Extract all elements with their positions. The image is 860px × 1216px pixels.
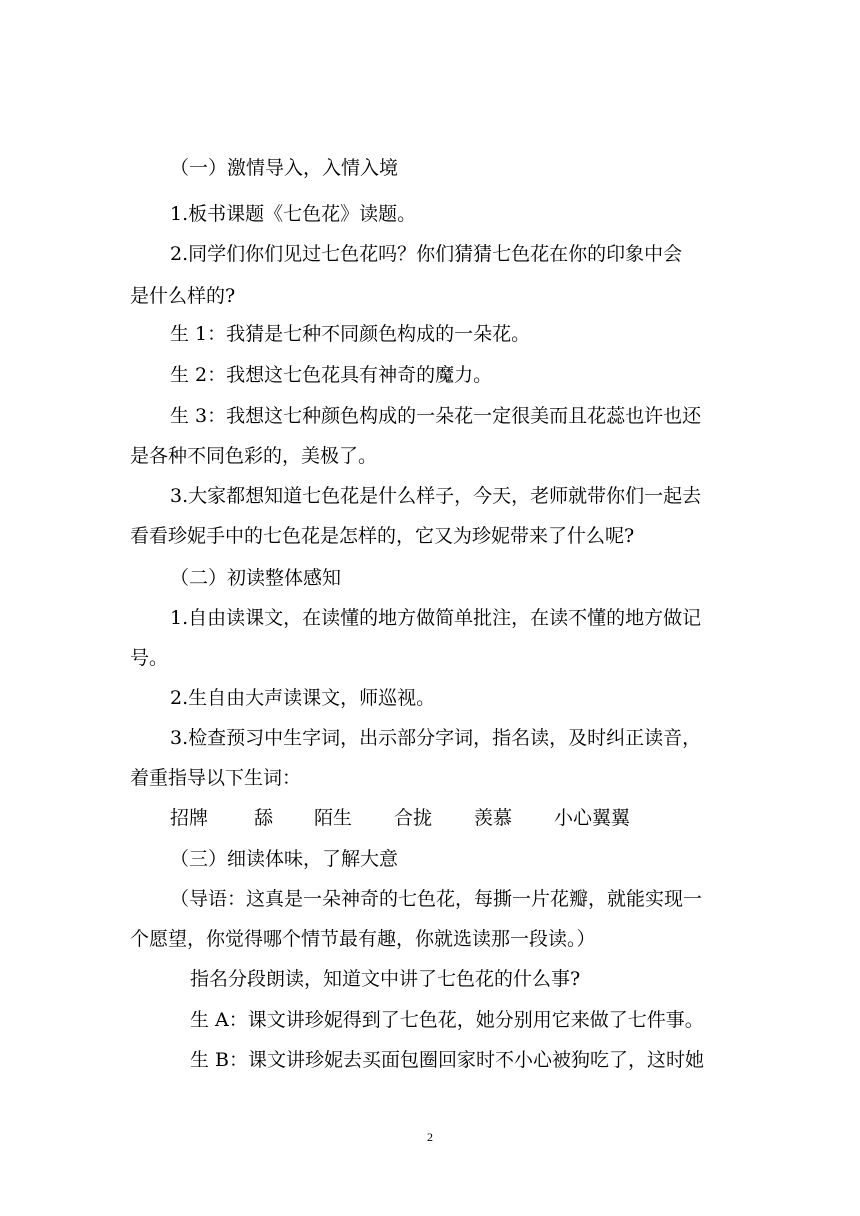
section-2-item-1-line-2: 号。 [130,647,169,669]
student-answer-b: 生 B：课文讲珍妮去买面包圈回家时不小心被狗吃了，这时她 [190,1049,705,1071]
vocab-word: 舔 [254,807,274,829]
student-answer-2: 生 2：我想这七色花具有神奇的魔力。 [170,364,493,386]
section-2-item-3-line-2: 着重指导以下生词： [130,767,302,789]
section-3-task: 指名分段朗读，知道文中讲了七色花的什么事? [190,968,581,990]
vocab-word: 小心翼翼 [554,807,631,829]
section-1-item-3-line-2: 看看珍妮手中的七色花是怎样的，它又为珍妮带来了什么呢? [130,525,635,547]
vocab-word: 合拢 [394,807,433,829]
section-2-item-2: 2.生自由大声读课文，师巡视。 [170,687,436,709]
section-2-heading: （二）初读整体感知 [170,567,342,589]
page-number: 2 [427,1130,433,1144]
vocab-word: 陌生 [314,807,353,829]
section-3-guide-line-1: （导语：这真是一朵神奇的七色花，每撕一片花瓣，就能实现一 [170,888,703,910]
student-answer-1: 生 1：我猜是七种不同颜色构成的一朵花。 [170,323,531,345]
vocab-word: 招牌 [170,807,209,829]
student-answer-3-line-1: 生 3：我想这七种颜色构成的一朵花一定很美而且花蕊也许也还 [170,405,702,427]
vocab-word: 羡慕 [474,807,513,829]
section-3-guide-line-2: 个愿望，你觉得哪个情节最有趣，你就选读那一段读。） [130,928,596,950]
section-1-heading: （一）激情导入，入情入境 [170,157,399,179]
vocabulary-list [0,805,860,831]
section-2-item-1-line-1: 1.自由读课文，在读懂的地方做简单批注，在读不懂的地方做记 [170,607,702,629]
section-1-item-2-line-1: 2.同学们你们见过七色花吗？你们猜猜七色花在你的印象中会 [170,243,683,265]
section-1-item-3-line-1: 3.大家都想知道七色花是什么样子，今天，老师就带你们一起去 [170,485,702,507]
section-1-item-2-line-2: 是什么样的? [130,285,236,307]
student-answer-a: 生 A：课文讲珍妮得到了七色花，她分别用它来做了七件事。 [190,1009,704,1031]
student-answer-3-line-2: 是各种不同色彩的，美极了。 [130,445,378,467]
section-2-item-3-line-1: 3.检查预习中生字词，出示部分字词，指名读，及时纠正读音， [170,727,702,749]
section-3-heading: （三）细读体味，了解大意 [170,848,399,870]
section-1-item-1: 1.板书课题《七色花》读题。 [170,203,417,225]
